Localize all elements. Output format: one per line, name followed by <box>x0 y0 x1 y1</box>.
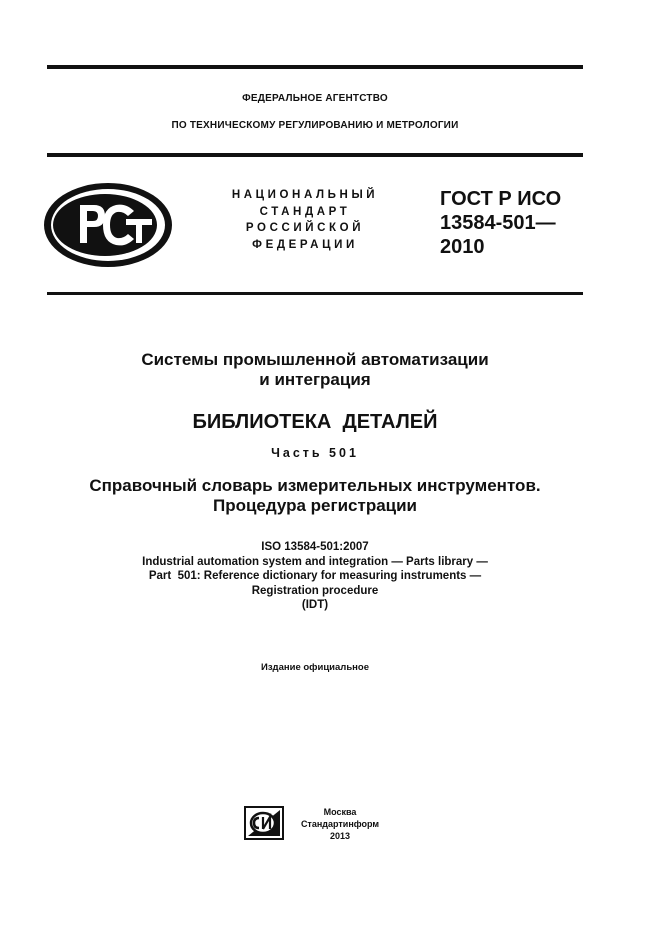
publisher-info <box>288 806 392 842</box>
gost-designation-line1: ГОСТ Р ИСО <box>440 188 562 210</box>
gost-rst-logo-icon <box>42 181 174 269</box>
agency-name-line2: ПО ТЕХНИЧЕСКОМУ РЕГУЛИРОВАНИЮ И МЕТРОЛОГИИ <box>171 120 459 131</box>
part-title-line2: Процедура регистрации <box>212 496 418 515</box>
publisher-year: 2013 <box>329 831 351 841</box>
publisher-city: Москва <box>323 807 357 817</box>
header-divider <box>47 153 583 157</box>
standard-type-line2: СТАНДАРТ <box>259 205 351 218</box>
gost-designation <box>440 187 590 259</box>
part-number: Часть 501 <box>271 446 359 460</box>
series-title <box>30 350 600 390</box>
standard-type-line4: ФЕДЕРАЦИИ <box>252 238 358 251</box>
iso-title-line1: Industrial automation system and integration — Parts library — <box>142 555 488 568</box>
series-title-line1: Системы промышленной автоматизации <box>141 350 489 369</box>
standartinform-logo-icon <box>244 806 284 840</box>
top-divider <box>47 65 583 69</box>
standard-type-line1: НАЦИОНАЛЬНЫЙ <box>231 189 379 201</box>
iso-reference <box>30 540 600 613</box>
iso-idt: (IDT) <box>301 599 329 611</box>
part-title <box>30 476 600 516</box>
title-block-divider <box>47 292 583 295</box>
edition-label: Издание официальное <box>261 662 369 673</box>
iso-title-line3: Registration procedure <box>251 584 379 597</box>
series-title-line2: и интеграция <box>259 370 371 389</box>
part-title-line1: Справочный словарь измерительных инструментов. <box>89 476 541 495</box>
standard-type-line3: РОССИЙСКОЙ <box>245 222 365 234</box>
publisher-name: Стандартинформ <box>300 819 380 829</box>
gost-designation-line2: 13584-501— <box>440 212 556 234</box>
iso-number: ISO 13584-501:2007 <box>261 541 369 553</box>
main-title: БИБЛИОТЕКА ДЕТАЛЕЙ <box>192 411 438 433</box>
standard-type-label <box>205 187 405 253</box>
agency-name-line1: ФЕДЕРАЛЬНОЕ АГЕНТСТВО <box>242 93 388 104</box>
gost-designation-line3: 2010 <box>440 236 485 258</box>
iso-title-line2: Part 501: Reference dictionary for measuring instruments — <box>148 570 482 582</box>
